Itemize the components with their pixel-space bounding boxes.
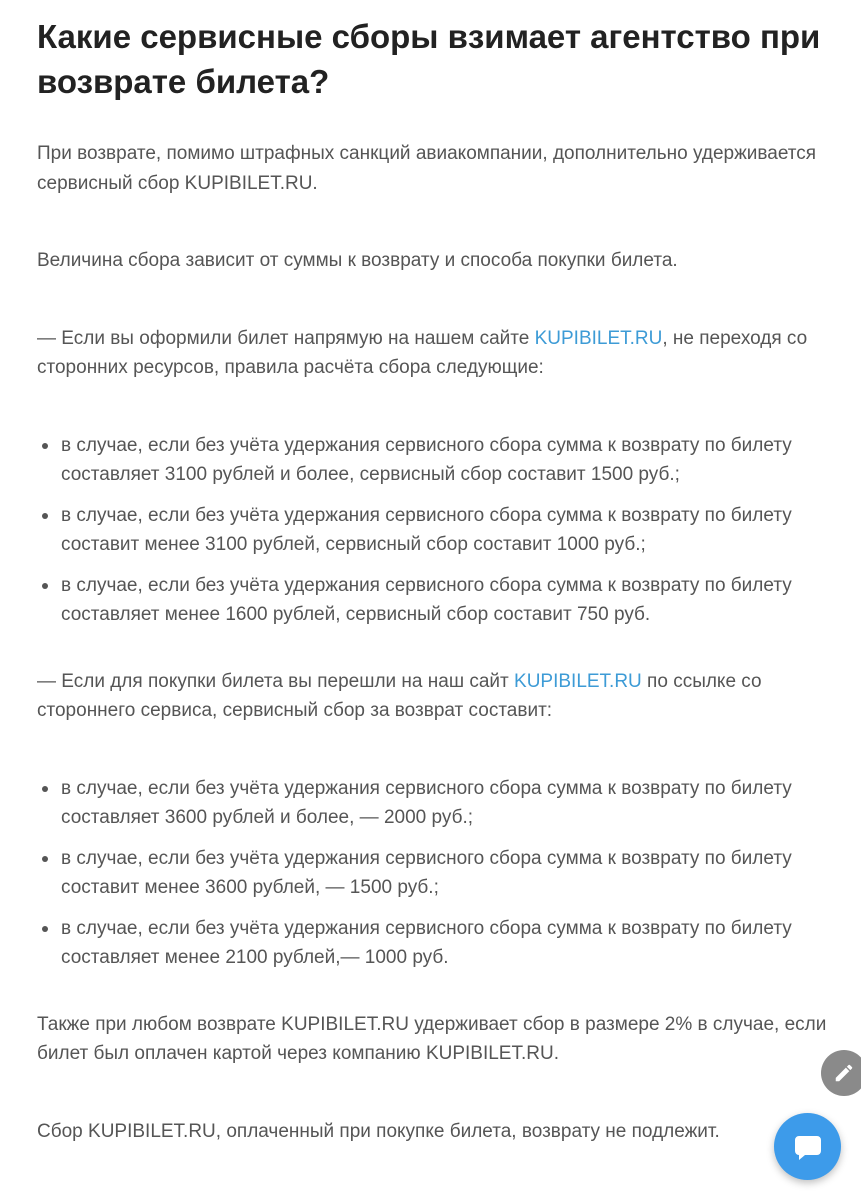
kupibilet-link[interactable]: KUPIBILET.RU — [514, 670, 642, 692]
chat-button[interactable] — [774, 1113, 841, 1180]
non-refundable-paragraph: Сбор KUPIBILET.RU, оплаченный при покупке билета, возврату не подлежит. — [37, 1120, 720, 1142]
direct-fee-list — [37, 431, 827, 630]
bullet-icon — [42, 786, 48, 792]
edit-button[interactable] — [821, 1050, 861, 1096]
list-item: в случае, если без учёта удержания сервисного сбора сумма к возврату по билету составляет 3600 рублей и более, — 2000 руб.; — [37, 774, 827, 833]
external-purchase-paragraph — [37, 667, 827, 726]
direct-text-before: — Если вы оформили билет напрямую на нашем сайте — [37, 327, 535, 349]
bullet-icon — [42, 443, 48, 449]
chat-bubble-icon — [793, 1132, 823, 1162]
page-title: Какие сервисные сборы взимает агентство при возврате билета? — [37, 18, 821, 100]
list-item: в случае, если без учёта удержания сервисного сбора сумма к возврату по билету составляет менее 1600 рублей, сервисный сбор составит 750 руб. — [37, 571, 827, 630]
direct-purchase-paragraph — [37, 324, 827, 383]
external-fee-list — [37, 774, 827, 973]
list-item: в случае, если без учёта удержания сервисного сбора сумма к возврату по билету составляет 3100 рублей и более, сервисный сбор составит 1500 руб.; — [37, 431, 827, 490]
bullet-icon — [42, 583, 48, 589]
pencil-icon — [833, 1062, 855, 1084]
kupibilet-link[interactable]: KUPIBILET.RU — [534, 327, 663, 349]
fee-depends-paragraph: Величина сбора зависит от суммы к возврату и способа покупки билета. — [37, 250, 678, 271]
list-item: в случае, если без учёта удержания сервисного сбора сумма к возврату по билету составит менее 3100 рублей, сервисный сбор составит 1000 руб.; — [37, 501, 827, 560]
list-item: в случае, если без учёта удержания сервисного сбора сумма к возврату по билету составит менее 3600 рублей, — 1500 руб.; — [37, 844, 827, 903]
list-item: в случае, если без учёта удержания сервисного сбора сумма к возврату по билету составляет менее 2100 рублей,— 1000 руб. — [37, 914, 827, 973]
article — [37, 14, 827, 1146]
bullet-icon — [42, 926, 48, 932]
card-fee-paragraph: Также при любом возврате KUPIBILET.RU удерживает сбор в размере 2% в случае, если билет был оплачен картой через компанию KUPIBILET.RU. — [37, 1013, 827, 1064]
external-text-after: по ссылке со стороннего сервиса, сервисный сбор за возврат составит: — [37, 670, 762, 721]
direct-text-after: , не переходя со сторонних ресурсов, правила расчёта сбора следующие: — [37, 327, 808, 378]
external-text-before: — Если для покупки билета вы перешли на наш сайт — [37, 670, 515, 692]
bullet-icon — [42, 856, 48, 862]
intro-paragraph: При возврате, помимо штрафных санкций авиакомпании, дополнительно удерживается сервисный сбор KUPIBILET.RU. — [37, 143, 817, 194]
bullet-icon — [42, 513, 48, 519]
